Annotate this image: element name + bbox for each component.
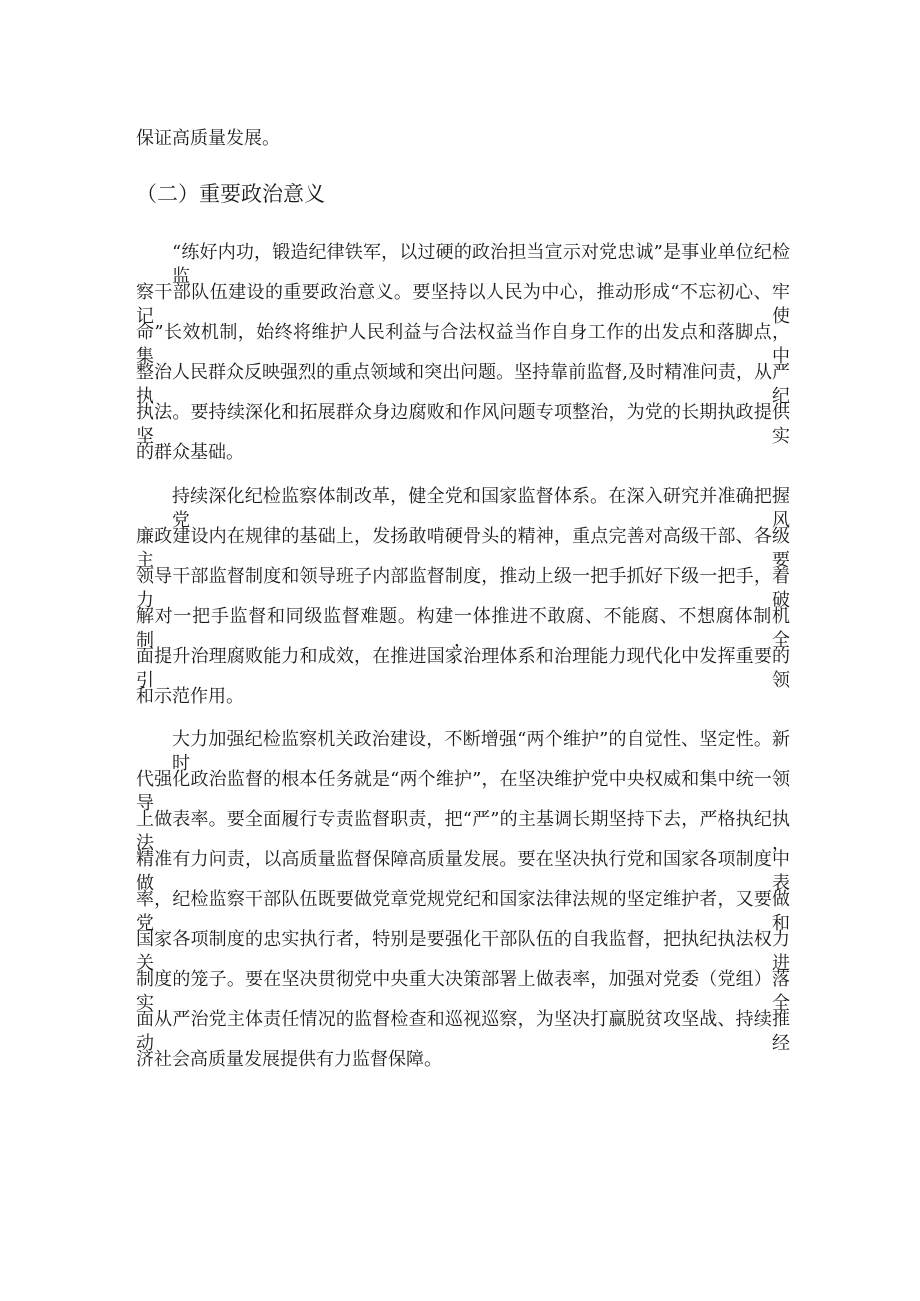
paragraph-line: 面提升治理腐败能力和成效，在推进国家治理体系和治理能力现代化中发挥重要的引领 [136,646,790,691]
paragraph-line: 整治人民群众反映强烈的重点领域和突出问题。坚持靠前监督,及时精准问责，从严执纪 [136,362,790,407]
paragraph-line: 国家各项制度的忠实执行者，特别是要强化干部队伍的自我监督，把执纪执法权力关进 [136,929,790,974]
intro-line: 保证高质量发展。 [136,128,280,149]
paragraph-line: “练好内功，锻造纪律铁军，以过硬的政治担当宣示对党忠诚”是事业单位纪检监 [172,242,790,287]
paragraph-line: 解对一把手监督和同级监督难题。构建一体推进不敢腐、不能腐、不想腐体制机制，全 [136,606,790,651]
paragraph-line: 的群众基础。 [136,442,244,463]
paragraph-line: 和示范作用。 [136,686,244,707]
paragraph-line: 廉政建设内在规律的基础上，发扬敢啃硬骨头的精神，重点完善对高级干部、各级主要 [136,526,790,571]
paragraph-line: 命”长效机制，始终将维护人民利益与合法权益当作自身工作的出发点和落脚点，集中 [136,322,790,367]
section-heading: （二）重要政治意义 [136,182,325,206]
paragraph-line: 上做表率。要全面履行专责监督职责，把“严”的主基调长期坚持下去，严格执纪执法， [136,809,790,854]
paragraph-line: 执法。要持续深化和拓展群众身边腐败和作风问题专项整治，为党的长期执政提供坚实 [136,402,790,447]
paragraph-line: 领导干部监督制度和领导班子内部监督制度，推动上级一把手抓好下级一把手，着力破 [136,566,790,611]
paragraph-line: 精准有力问责，以高质量监督保障高质量发展。要在坚决执行党和国家各项制度中做表 [136,849,790,894]
paragraph-line: 制度的笼子。要在坚决贯彻党中央重大决策部署上做表率，加强对党委（党组）落实全 [136,969,790,1014]
paragraph-line: 大力加强纪检监察机关政治建设，不断增强“两个维护”的自觉性、坚定性。新时 [172,729,790,774]
paragraph-line: 面从严治党主体责任情况的监督检查和巡视巡察，为坚决打赢脱贫攻坚战、持续推动经 [136,1009,790,1054]
paragraph-line: 济社会高质量发展提供有力监督保障。 [136,1049,442,1070]
paragraph-line: 察干部队伍建设的重要政治意义。要坚持以人民为中心，推动形成“不忘初心、牢记使 [136,282,790,327]
paragraph-line: 持续深化纪检监察体制改革，健全党和国家监督体系。在深入研究并准确把握党风 [172,486,790,531]
paragraph-line: 率，纪检监察干部队伍既要做党章党规党纪和国家法律法规的坚定维护者，又要做党和 [136,889,790,934]
paragraph-line: 代强化政治监督的根本任务就是“两个维护”，在坚决维护党中央权威和集中统一领导 [136,769,790,814]
